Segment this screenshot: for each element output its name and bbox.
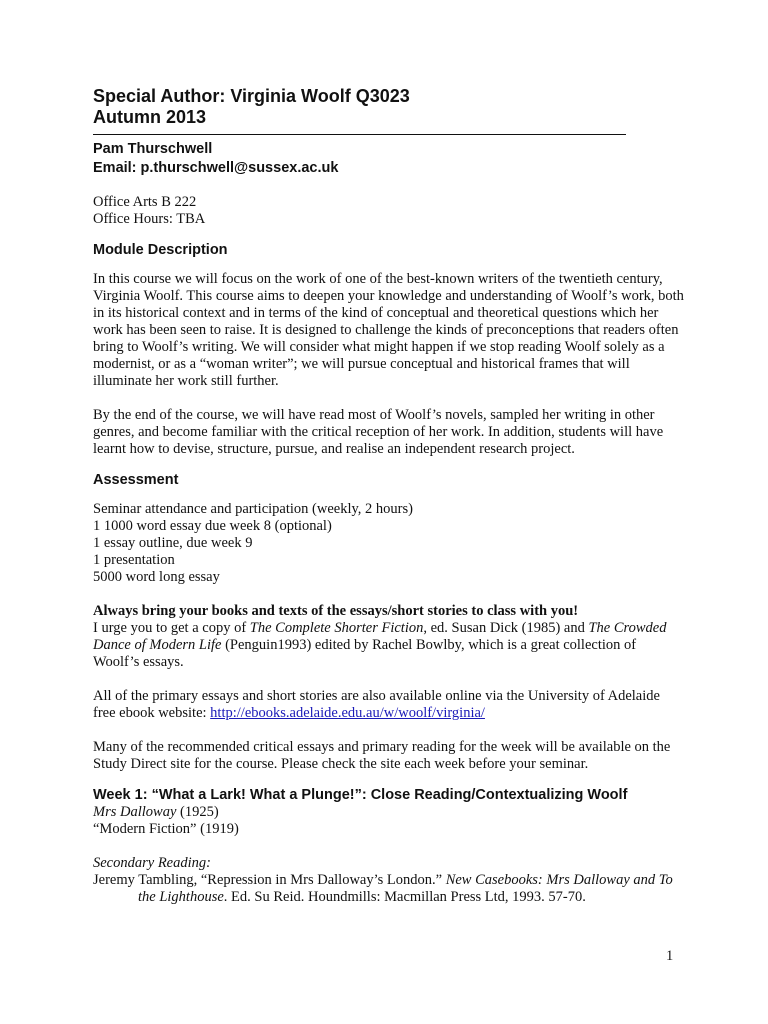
course-term: Autumn 2013 [93,107,207,127]
books-notice: Always bring your books and texts of the essays/short stories to class with you! [93,603,579,619]
ebook-link[interactable]: http://ebooks.adelaide.edu.au/w/woolf/virginia/ [210,705,485,721]
document-page [93,86,685,906]
assessment-heading: Assessment [93,472,179,488]
module-description-para1: In this course we will focus on the work of one of the best-known writers of the twentieth century, Virginia Woolf. This course aims to deepen your knowledge and understanding of Woolf’s work, both in its historical context and in terms of the kind of conceptual and theoretical questions which her work has been seen to raise. It is designed to challenge the kinds of preconceptions that readers often bring to Woolf’s writing. We will consider what might happen if we stop reading Woolf solely as a modernist, or as a “woman writer”; we will pursue conceptual and historical frames that will illuminate her work still further. [93,271,684,389]
course-title: Special Author: Virginia Woolf Q3023 [93,86,410,106]
assessment-item: 1 essay outline, due week 9 [93,535,253,551]
office-hours: Office Hours: TBA [93,211,206,227]
author-name: Pam Thurschwell [93,141,213,157]
online-availability: All of the primary essays and short stories are also available online via the University of Adelaide free ebook website: http://ebooks.adelaide.edu.au/w/woolf/virginia/ [93,688,660,721]
assessment-item: 1 1000 word essay due week 8 (optional) [93,518,332,534]
study-direct-note: Many of the recommended critical essays and primary reading for the week will be available on the Study Direct site for the course. Please check the site each week before your seminar. [93,739,671,772]
office-location: Office Arts B 222 [93,194,197,210]
book-title: The Complete Shorter Fiction [249,620,424,636]
secondary-reading-label: Secondary Reading: [93,855,211,871]
book-title: The Crowded Dance of Modern Life [93,620,667,653]
author-email: Email: p.thurschwell@sussex.ac.uk [93,160,339,176]
module-description-para2: By the end of the course, we will have read most of Woolf’s novels, sampled her writing in other genres, and become familiar with the critical reception of her work. In addition, students will have learnt how to devise, structure, pursue, and realise an independent research project. [93,407,664,457]
week1-heading: Week 1: “What a Lark! What a Plunge!”: Close Reading/Contextualizing Woolf [93,787,628,803]
assessment-item: 5000 word long essay [93,569,220,585]
module-description-heading: Module Description [93,242,228,258]
books-recommendation: I urge you to get a copy of The Complete Shorter Fiction, ed. Susan Dick (1985) and The Crowded Dance of Modern Life (Penguin1993) edited by Rachel Bowlby, which is a great collection of Woolf’s essays. [93,620,667,670]
page-number: 1 [666,948,674,964]
assessment-item: 1 presentation [93,552,175,568]
week1-reading: “Modern Fiction” (1919) [93,821,239,837]
secondary-reading-citation: Jeremy Tambling, “Repression in Mrs Dalloway’s London.” New Casebooks: Mrs Dalloway and To the Lighthouse. Ed. Su Reid. Houndmills: Macmillan Press Ltd, 1993. 57-70. [93,872,673,905]
title-divider [93,134,626,135]
week1-reading: Mrs Dalloway (1925) [93,804,219,820]
assessment-item: Seminar attendance and participation (weekly, 2 hours) [93,501,413,517]
